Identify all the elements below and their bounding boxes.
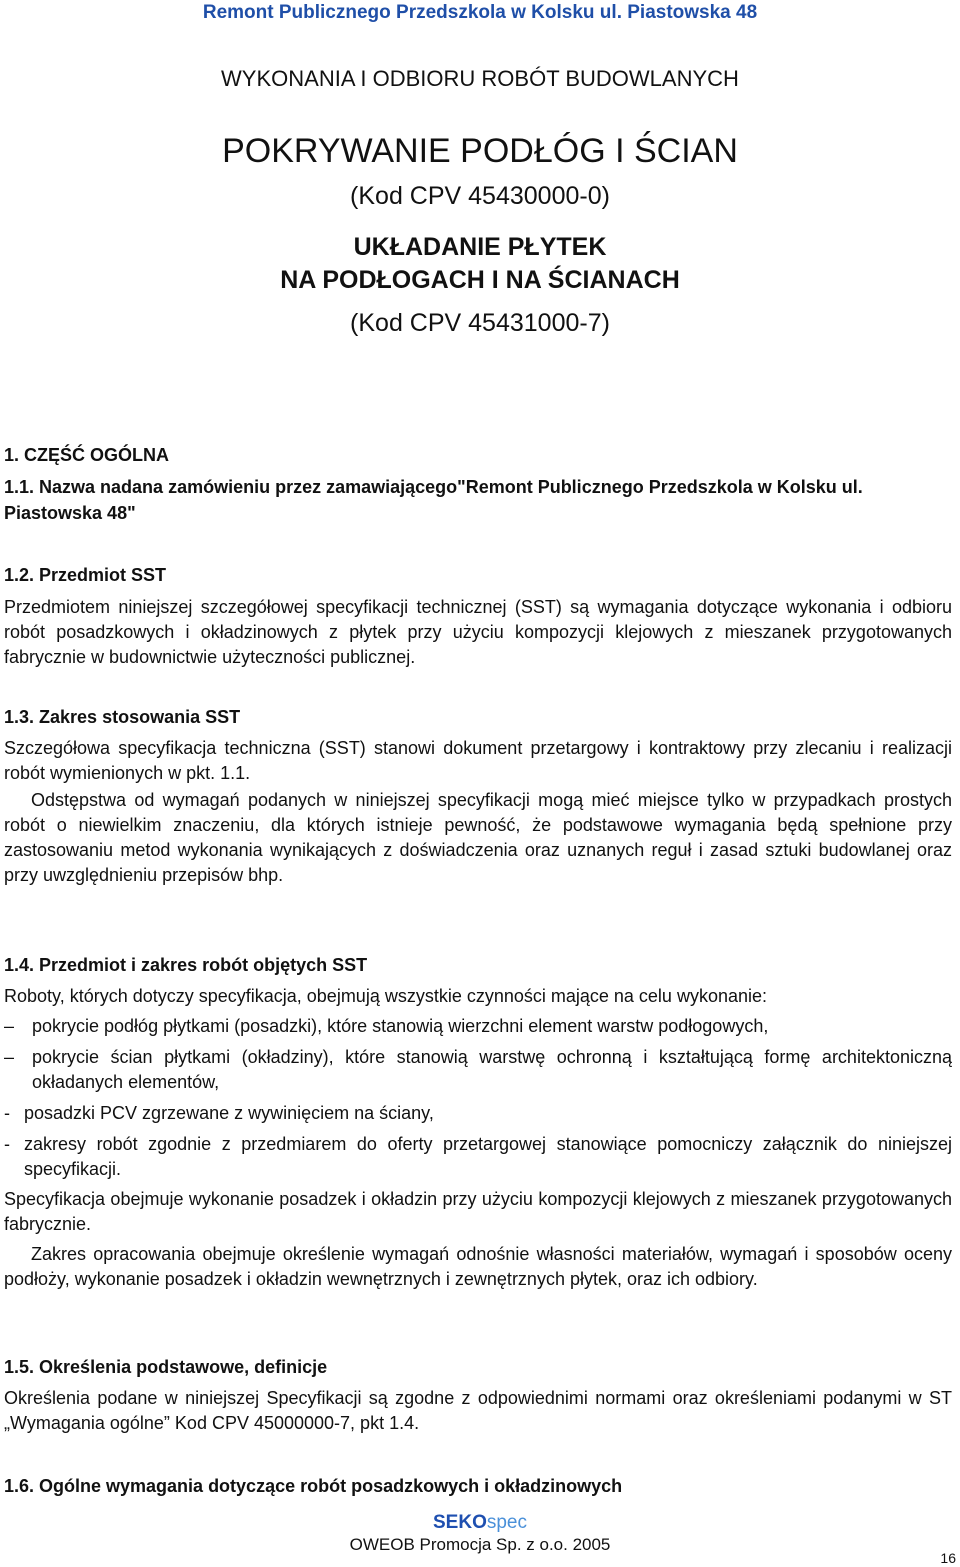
section-1-4-intro: Roboty, których dotyczy specyfikacja, obejmują wszystkie czynności mające na celu wykonanie: [4, 986, 767, 1006]
list-item-text: pokrycie ścian płytkami (okładziny), które stanowią warstwę ochronną i kształtującą formę architektoniczną okładanych elementów, [32, 1047, 952, 1092]
section-1-4-heading: 1.4. Przedmiot i zakres robót objętych SST [4, 955, 368, 975]
sekospec-logo [0, 1512, 960, 1534]
list-hyphen: - [4, 1103, 10, 1123]
list-item [4, 1045, 952, 1095]
section-1-6-heading: 1.6. Ogólne wymagania dotyczące robót posadzkowych i okładzinowych [4, 1476, 623, 1496]
section-1-2-heading: 1.2. Przedmiot SST [4, 565, 167, 585]
list-item-text: zakresy robót zgodnie z przedmiarem do oferty przetargowej stanowiące pomocniczy załącznik do niniejszej specyfikacji. [24, 1134, 952, 1179]
logo-seko-text: SEKO [433, 1512, 487, 1533]
section-1-heading: 1. CZĘŚĆ OGÓLNA [4, 445, 170, 465]
list-item-text: posadzki PCV zgrzewane z wywinięciem na ściany, [24, 1103, 434, 1123]
section-1-5-heading: 1.5. Określenia podstawowe, definicje [4, 1357, 328, 1377]
list-dash: – [4, 1016, 15, 1036]
logo-spec-text: spec [486, 1512, 527, 1533]
list-item [4, 1101, 952, 1126]
list-dash: – [4, 1047, 15, 1067]
section-1-1-heading: 1.1. Nazwa nadana zamówieniu przez zamawiającego"Remont Publicznego Przedszkola w Kolsku ul. Piastowska 48" [4, 477, 863, 523]
main-title: POKRYWANIE PODŁÓG I ŚCIAN [222, 132, 738, 170]
section-1-3-text-1: Szczegółowa specyfikacja techniczna (SST) stanowi dokument przetargowy i kontraktowy przy zlecaniu i realizacji robót wymienionych w pkt. 1.1. [4, 738, 952, 783]
sub-cpv-code: (Kod CPV 45431000-7) [350, 309, 610, 337]
main-cpv-code: (Kod CPV 45430000-0) [350, 182, 610, 210]
running-header: Remont Publicznego Przedszkola w Kolsku ul. Piastowska 48 [202, 2, 758, 23]
section-1-5-text: Określenia podane w niniejszej Specyfikacji są zgodne z odpowiednimi normami oraz określeniami podanymi w ST „Wymagania ogólne” Kod CPV 45000000-7, pkt 1.4. [4, 1388, 952, 1433]
page-number: 16 [940, 1550, 956, 1566]
section-1-4-text-2: Specyfikacja obejmuje wykonanie posadzek i okładzin przy użyciu kompozycji klejowych z mieszanek przygotowanych fabrycznie. [4, 1189, 952, 1234]
sub-title-line-2: NA PODŁOGACH I NA ŚCIANACH [280, 266, 680, 294]
footer-company: OWEOB Promocja Sp. z o.o. 2005 [349, 1535, 611, 1554]
list-hyphen: - [4, 1134, 10, 1154]
section-1-4-text-3: Zakres opracowania obejmuje określenie wymagań odnośnie własności materiałów, wymagań i sposobów oceny podłoży, wykonanie posadzek i okładzin wewnętrznych i zewnętrznych płytek, oraz ich odbiory. [4, 1244, 952, 1289]
section-1-2-text: Przedmiotem niniejszej szczegółowej specyfikacji technicznej (SST) są wymagania dotyczące wykonania i odbioru robót posadzkowych i okładzinowych z płytek przy użyciu kompozycji klejowych z mieszanek przygotowanych fabrycznie w budownictwie użyteczności publicznej. [4, 597, 952, 667]
list-item-text: pokrycie podłóg płytkami (posadzki), które stanowią wierzchni element warstw podłogowych, [32, 1016, 769, 1036]
list-item [4, 1014, 952, 1039]
sub-title-line-1: UKŁADANIE PŁYTEK [353, 233, 607, 261]
section-1-3-heading: 1.3. Zakres stosowania SST [4, 707, 241, 727]
list-item [4, 1132, 952, 1182]
section-1-3-text-2: Odstępstwa od wymagań podanych w niniejszej specyfikacji mogą mieć miejsce tylko w przypadkach prostych robót o niewielkim znaczeniu, dla których istnieje pewność, że podstawowe wymagania będą spełnione przy zastosowaniu metod wykonania wynikających z doświadczenia oraz uznanych reguł i zasad sztuki budowlanej oraz przy uwzględnieniu przepisów bhp. [4, 790, 952, 885]
spec-subtitle: WYKONANIA I ODBIORU ROBÓT BUDOWLANYCH [221, 66, 739, 91]
